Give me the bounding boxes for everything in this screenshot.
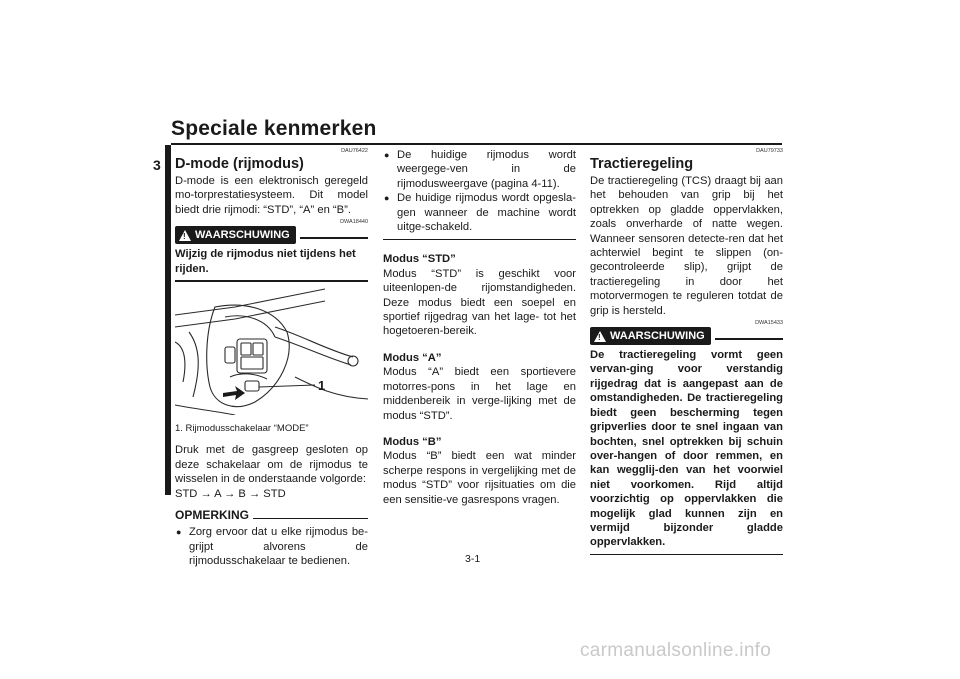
figure-caption: 1. Rijmodusschakelaar “MODE” xyxy=(175,422,309,434)
warning-code: DWA15433 xyxy=(755,320,783,327)
mode-switch-illustration xyxy=(175,287,368,415)
list-item: ● De huidige rijmodus wordt weergege-ven in de rijmodusweergave (pagina 4-11). xyxy=(383,148,576,191)
warning-end-rule xyxy=(590,554,783,556)
mode-sequence: STD → A → B → STD xyxy=(175,487,286,500)
section-heading-dmode: D-mode (rijmodus) xyxy=(175,156,304,172)
mode-a-text: Modus “A” biedt een sportievere motorres-pons in het lage en middenbereik in verge-lijking met de modus “STD”. xyxy=(383,366,576,422)
warning-triangle-icon: ! xyxy=(594,331,606,342)
section-heading-traction: Tractieregeling xyxy=(590,156,694,172)
note-list-continued xyxy=(383,148,576,234)
dmode-intro: D-mode is een elektronisch geregeld mo-torprestatiesysteem. Dit model biedt drie rijmodi: “STD”, “A” en “B”. xyxy=(175,175,368,216)
warning-text: De tractieregeling vormt geen vervan-ging voor verstandig rijgedrag dat is aangepast aan de omstandigheden. De tractieregeling biedt geen bescherming tegen gripverlies door te snel ingaan van bochten, snel optrekken bij schuin over-hangen of door remmen, en kan wegglij-den van het voorwiel niet voorkomen. Rijd altijd voorzichtig op oppervlakken die mogelijk glad kunnen zijn en vermijd bijzonder gladde oppervlakken. xyxy=(590,349,783,549)
warning-badge xyxy=(175,226,296,244)
warning-rule xyxy=(300,237,368,239)
mode-b-text: Modus “B” biedt een wat minder scherpe respons in vergelijking met de modus “STD” voor rijsituaties om die een sensitie-ve gasrespons vragen. xyxy=(383,450,576,506)
traction-intro: De tractieregeling (TCS) draagt bij aan het behouden van grip bij het optrekken op gladde oppervlakken, zoals onverharde of natte wegen. Wanneer sensoren detecte-ren dat het achterwiel begint te slippen (on-gecontroleerde slip), grijpt de tractieregeling in door het motorvermogen te reguleren totdat de grip is hersteld. xyxy=(590,175,783,317)
chapter-number: 3 xyxy=(153,157,161,173)
section-code: DAU76422 xyxy=(341,148,368,154)
column-1 xyxy=(175,148,368,569)
note-label: OPMERKING xyxy=(175,507,250,522)
dmode-instructions: Druk met de gasgreep gesloten op deze schakelaar om de rijmodus te wisselen in de onderstaande volgorde: xyxy=(175,444,368,486)
warning-end-rule xyxy=(175,280,368,282)
list-item: ● De huidige rijmodus wordt opgesla-gen wanneer de machine wordt uitge-schakeld. xyxy=(383,191,576,234)
note-end-rule xyxy=(383,239,576,240)
title-rule xyxy=(171,143,782,145)
warning-badge xyxy=(590,327,711,345)
column-2 xyxy=(383,148,576,507)
warning-text: Wijzig de rijmodus niet tijdens het rijden. xyxy=(175,248,356,275)
warning-label: WAARSCHUWING xyxy=(195,229,290,242)
list-item: ● Zorg ervoor dat u elke rijmodus be-grijpt alvorens de rijmodusschakelaar te bedienen. xyxy=(175,525,368,568)
warning-code: DWA18440 xyxy=(340,219,368,226)
page-title: Speciale kenmerken xyxy=(171,117,377,140)
section-code: DAU79733 xyxy=(756,148,783,154)
warning-rule xyxy=(715,338,783,340)
mode-std-text: Modus “STD” is geschikt voor uiteenlopen-de rijomstandigheden. Deze modus biedt een soepel en sportief rijgedrag van het lage- tot het hogetoeren-bereik. xyxy=(383,267,576,338)
warning-label: WAARSCHUWING xyxy=(610,329,705,342)
warning-triangle-icon: ! xyxy=(179,230,191,241)
mode-std-title: Modus “STD” xyxy=(383,253,456,266)
watermark: carmanualsonline.info xyxy=(580,640,772,661)
warning-header xyxy=(175,226,368,244)
mode-a-title: Modus “A” xyxy=(383,351,442,364)
note-list xyxy=(175,525,368,568)
warning-header xyxy=(590,327,783,345)
note-rule xyxy=(253,518,368,519)
note-header xyxy=(175,508,368,522)
column-3 xyxy=(590,148,783,555)
callout-number: 1 xyxy=(318,377,326,393)
page-number: 3-1 xyxy=(465,553,481,565)
chapter-tab xyxy=(165,145,171,495)
mode-b-title: Modus “B” xyxy=(383,435,442,448)
